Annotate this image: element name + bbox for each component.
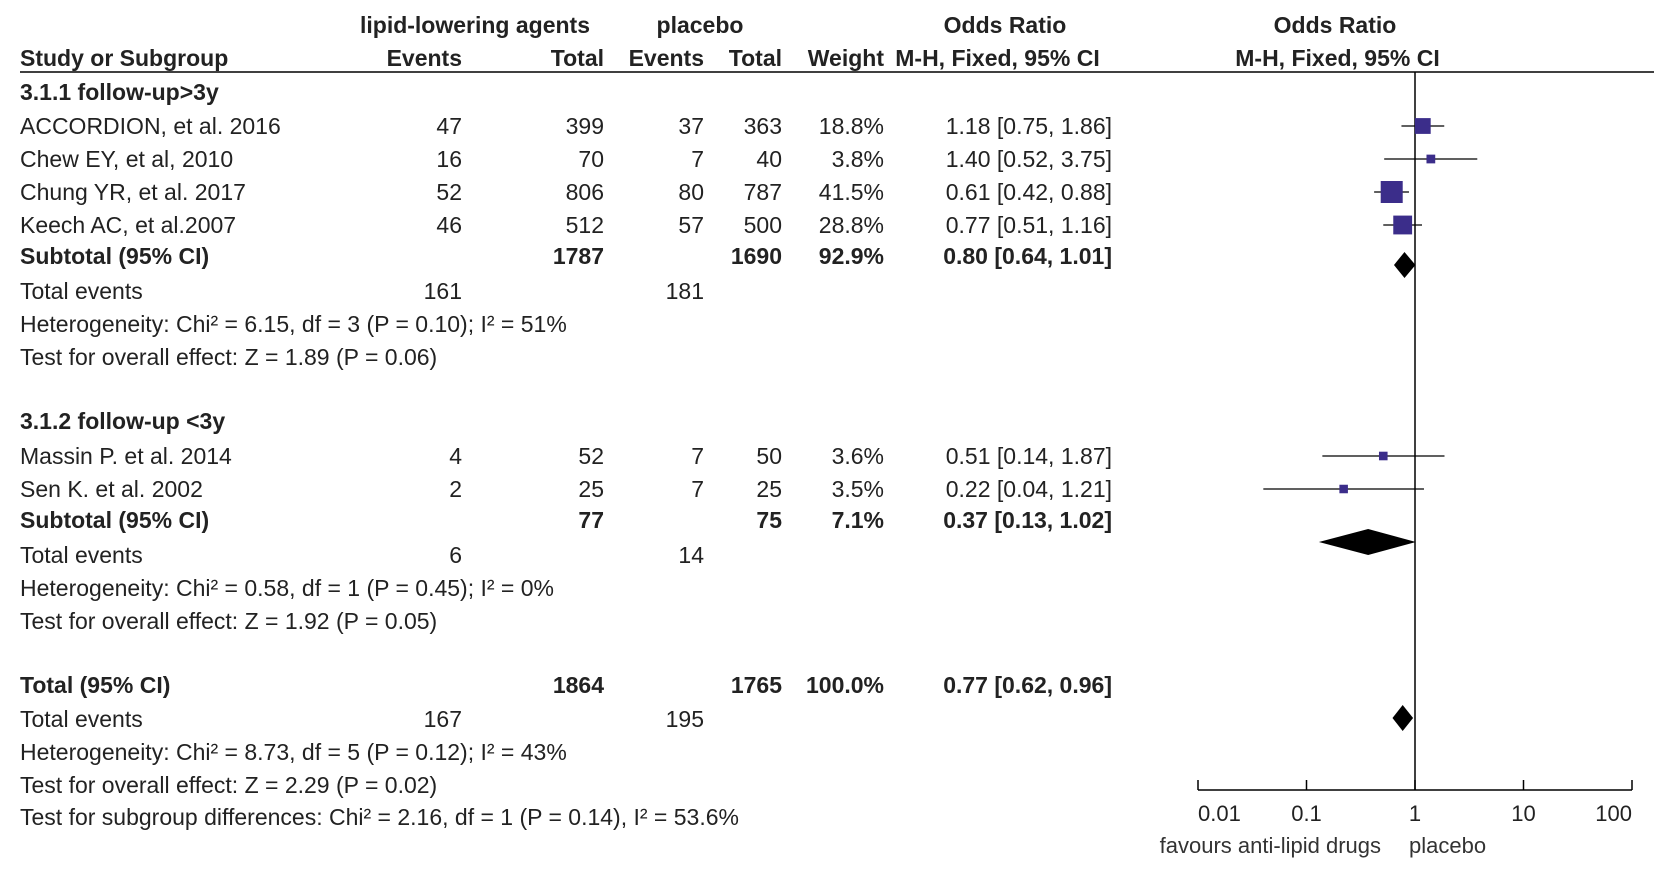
weight-cell: 92.9% [818, 243, 884, 269]
events-label: Total events [20, 542, 143, 568]
study-name: Chew EY, et al, 2010 [20, 146, 234, 172]
weight-cell: 41.5% [818, 179, 884, 205]
events2-header: Events [628, 45, 704, 71]
ci-cell: 0.37 [0.13, 1.02] [943, 507, 1112, 533]
x-tick-label: 1 [1408, 801, 1422, 826]
total1-cell: 25 [578, 476, 604, 502]
study-point [1379, 452, 1388, 461]
total1-cell: 52 [578, 443, 604, 469]
total2-cell: 787 [743, 179, 782, 205]
or-plot-header: Odds Ratio [1273, 12, 1397, 38]
summary-diamond [1319, 529, 1416, 555]
events2-cell: 14 [678, 542, 704, 568]
total2-cell: 75 [756, 507, 782, 533]
total1-cell: 1787 [552, 243, 604, 269]
overall-effect-text: Test for overall effect: Z = 2.29 (P = 0.02) [20, 772, 438, 798]
total2-cell: 1765 [730, 672, 782, 698]
total1-header: Total [550, 45, 604, 71]
events1-cell: 4 [449, 443, 462, 469]
study-name: Keech AC, et al.2007 [20, 212, 237, 238]
x-tick-label: 0.1 [1291, 801, 1322, 826]
total2-cell: 363 [743, 113, 782, 139]
study-name: Massin P. et al. 2014 [20, 443, 232, 469]
events2-cell: 7 [691, 146, 704, 172]
study-point [1415, 118, 1431, 134]
heterogeneity-text: Heterogeneity: Chi² = 8.73, df = 5 (P = 0.12); I² = 43% [20, 739, 567, 765]
events1-cell: 2 [449, 476, 462, 502]
or-table-header: Odds Ratio [943, 12, 1067, 38]
subtotal-label: Subtotal (95% CI) [20, 507, 210, 533]
events2-cell: 80 [678, 179, 704, 205]
events1-cell: 161 [423, 278, 462, 304]
ci-cell: 0.51 [0.14, 1.87] [945, 443, 1112, 469]
total2-cell: 1690 [730, 243, 782, 269]
overall-effect-text: Test for overall effect: Z = 1.92 (P = 0.05) [20, 608, 438, 634]
events1-header: Events [386, 45, 462, 71]
ci-cell: 0.80 [0.64, 1.01] [943, 243, 1112, 269]
weight-cell: 7.1% [831, 507, 884, 533]
study-point [1339, 485, 1348, 494]
ci-cell: 0.22 [0.04, 1.21] [945, 476, 1112, 502]
subgroup-differences-text: Test for subgroup differences: Chi² = 2.16, df = 1 (P = 0.14), I² = 53.6% [20, 804, 739, 830]
subgroup-title: 3.1.2 follow-up <3y [20, 408, 226, 434]
ci-cell: 0.61 [0.42, 0.88] [945, 179, 1112, 205]
events2-cell: 7 [691, 476, 704, 502]
total1-cell: 806 [565, 179, 604, 205]
method-table-header: M-H, Fixed, 95% CI [895, 45, 1100, 71]
group1-header: lipid-lowering agents [359, 12, 590, 38]
total1-cell: 512 [565, 212, 604, 238]
events1-cell: 6 [449, 542, 462, 568]
ci-cell: 0.77 [0.51, 1.16] [945, 212, 1112, 238]
weight-cell: 100.0% [805, 672, 884, 698]
total1-cell: 1864 [552, 672, 604, 698]
weight-cell: 3.6% [831, 443, 884, 469]
favours-left-label: favours anti-lipid drugs [1159, 833, 1381, 858]
events-label: Total events [20, 706, 143, 732]
weight-cell: 3.8% [831, 146, 884, 172]
events2-cell: 37 [678, 113, 704, 139]
total1-cell: 399 [565, 113, 604, 139]
study-point [1426, 155, 1435, 164]
weight-cell: 18.8% [818, 113, 884, 139]
weight-cell: 28.8% [818, 212, 884, 238]
weight-header: Weight [807, 45, 884, 71]
events2-cell: 195 [665, 706, 704, 732]
method-plot-header: M-H, Fixed, 95% CI [1235, 45, 1440, 71]
events1-cell: 46 [436, 212, 462, 238]
events2-cell: 181 [665, 278, 704, 304]
events1-cell: 16 [436, 146, 462, 172]
study-name: ACCORDION, et al. 2016 [20, 113, 281, 139]
overall-effect-text: Test for overall effect: Z = 1.89 (P = 0.06) [20, 344, 438, 370]
weight-cell: 3.5% [831, 476, 884, 502]
events1-cell: 52 [436, 179, 462, 205]
total2-cell: 50 [756, 443, 782, 469]
events1-cell: 167 [423, 706, 462, 732]
total2-header: Total [728, 45, 782, 71]
group2-header: placebo [656, 12, 744, 38]
events2-cell: 57 [678, 212, 704, 238]
total2-cell: 40 [756, 146, 782, 172]
events1-cell: 47 [436, 113, 462, 139]
events2-cell: 7 [691, 443, 704, 469]
ci-cell: 1.40 [0.52, 3.75] [945, 146, 1112, 172]
study-column-header: Study or Subgroup [20, 45, 229, 71]
heterogeneity-text: Heterogeneity: Chi² = 0.58, df = 1 (P = 0.45); I² = 0% [20, 575, 554, 601]
subgroup-title: 3.1.1 follow-up>3y [20, 79, 219, 105]
ci-cell: 1.18 [0.75, 1.86] [945, 113, 1112, 139]
summary-diamond [1392, 705, 1413, 731]
favours-right-label: placebo [1409, 833, 1487, 858]
study-name: Chung YR, et al. 2017 [20, 179, 246, 205]
total2-cell: 25 [756, 476, 782, 502]
ci-cell: 0.77 [0.62, 0.96] [943, 672, 1112, 698]
total1-cell: 77 [578, 507, 604, 533]
study-point [1393, 216, 1412, 235]
events-label: Total events [20, 278, 143, 304]
study-name: Sen K. et al. 2002 [20, 476, 203, 502]
subtotal-label: Subtotal (95% CI) [20, 243, 210, 269]
summary-diamond [1394, 252, 1415, 278]
total-label: Total (95% CI) [20, 672, 171, 698]
total2-cell: 500 [743, 212, 782, 238]
x-tick-label: 100 [1595, 801, 1632, 826]
total1-cell: 70 [578, 146, 604, 172]
x-tick-label: 0.01 [1198, 801, 1241, 826]
study-point [1381, 181, 1403, 203]
heterogeneity-text: Heterogeneity: Chi² = 6.15, df = 3 (P = 0.10); I² = 51% [20, 311, 567, 337]
x-tick-label: 10 [1511, 801, 1536, 826]
